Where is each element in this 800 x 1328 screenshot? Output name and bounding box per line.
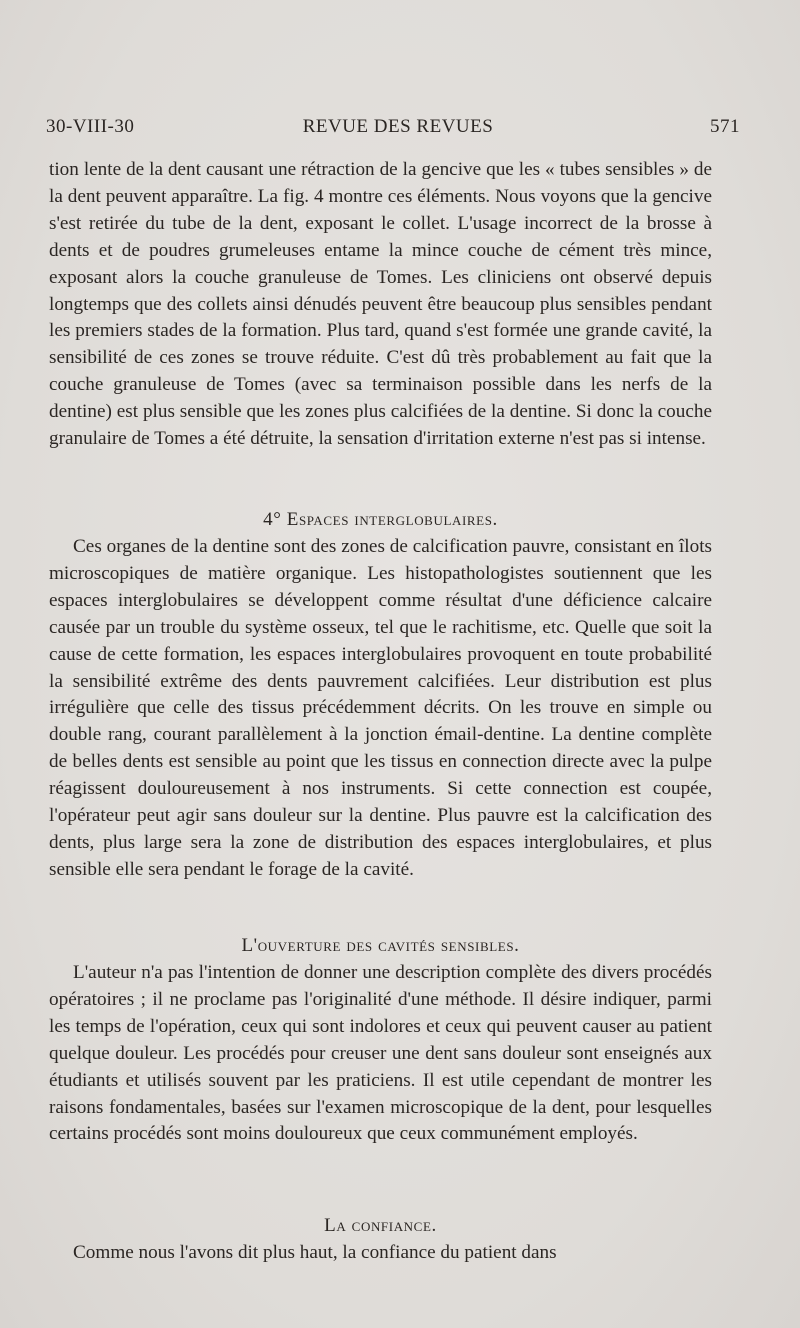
issue-date: 30-VIII-30 — [46, 116, 135, 137]
text-block-opening-cavities — [49, 931, 712, 1148]
text-block-continuation — [49, 157, 712, 453]
text-block-interglobular-spaces — [49, 505, 712, 884]
running-header — [46, 116, 740, 144]
paragraph: L'auteur n'a pas l'intention de donner une description complète des divers procédés opératoires ; il ne proclame pas l'originalité d'une méthode. Il désire indiquer, parmi les temps de l'opération, ceux qui sont indolores et ceux qui peuvent causer au patient quelque douleur. Les procédés pour creuser une dent sans douleur sont enseignés aux étudiants et utilisés souvent par les praticiens. Il est utile cependant de montrer les raisons fondamentales, basées sur l'examen microscopique de la dent, pour lesquelles certains procédés sont moins douloureux que ceux communément employés. — [49, 962, 712, 1145]
section-heading: 4° Espaces interglobulaires. — [263, 509, 498, 530]
text-block-confidence — [49, 1211, 712, 1267]
running-title: REVUE DES REVUES — [302, 116, 494, 137]
section-heading: L'ouverture des cavités sensibles. — [241, 935, 520, 956]
paragraph: Comme nous l'avons dit plus haut, la confiance du patient dans — [73, 1242, 557, 1263]
section-heading: La confiance. — [324, 1215, 437, 1236]
paragraph: Ces organes de la dentine sont des zones de calcification pauvre, consistant en îlots microscopiques de matière organique. Les histopathologistes soutiennent que les espaces interglobulaires se développent comme résultat d'une déficience calcaire causée par un trouble du système osseux, tel que le rachitisme, etc. Quelle que soit la cause de cette formation, les espaces interglobulaires provoquent en toute probabilité la sensibilité extrême des dents pauvrement calcifiées. Leur distribution est plus irrégulière que celle des tissus précédemment décrits. On les trouve en simple ou double rang, courant parallèlement à la jonction émail-dentine. La dentine complète de belles dents est sensible au point que les tissus en connection directe avec la pulpe réagissent douloureusement à nos instruments. Si cette connection est coupée, l'opérateur peut agir sans douleur sur la dentine. Plus pauvre est la calcification des dents, plus large sera la zone de distribution des espaces interglobulaires, et plus sensible elle sera pendant le forage de la cavité. — [49, 536, 712, 880]
page-number: 571 — [710, 116, 740, 137]
paragraph: tion lente de la dent causant une rétraction de la gencive que les « tubes sensibles » de la dent peuvent apparaître. La fig. 4 montre ces éléments. Nous voyons que la gencive s'est retirée du tube de la dent, exposant le collet. L'usage incorrect de la brosse à dents et de poudres grumeleuses entame la mince couche de cément très mince, exposant alors la couche granuleuse de Tomes. Les cliniciens ont observé depuis longtemps que des collets ainsi dénudés peuvent être beaucoup plus sensibles pendant les premiers stades de la formation. Plus tard, quand s'est formée une grande cavité, la sensibilité de ces zones se trouve réduite. C'est dû très probablement au fait que la couche granuleuse de Tomes (avec sa terminaison possible dans les nerfs de la dentine) est plus sensible que les zones plus calcifiées de la dentine. Si donc la couche granulaire de Tomes a été détruite, la sensation d'irritation externe n'est pas si intense. — [49, 159, 712, 450]
